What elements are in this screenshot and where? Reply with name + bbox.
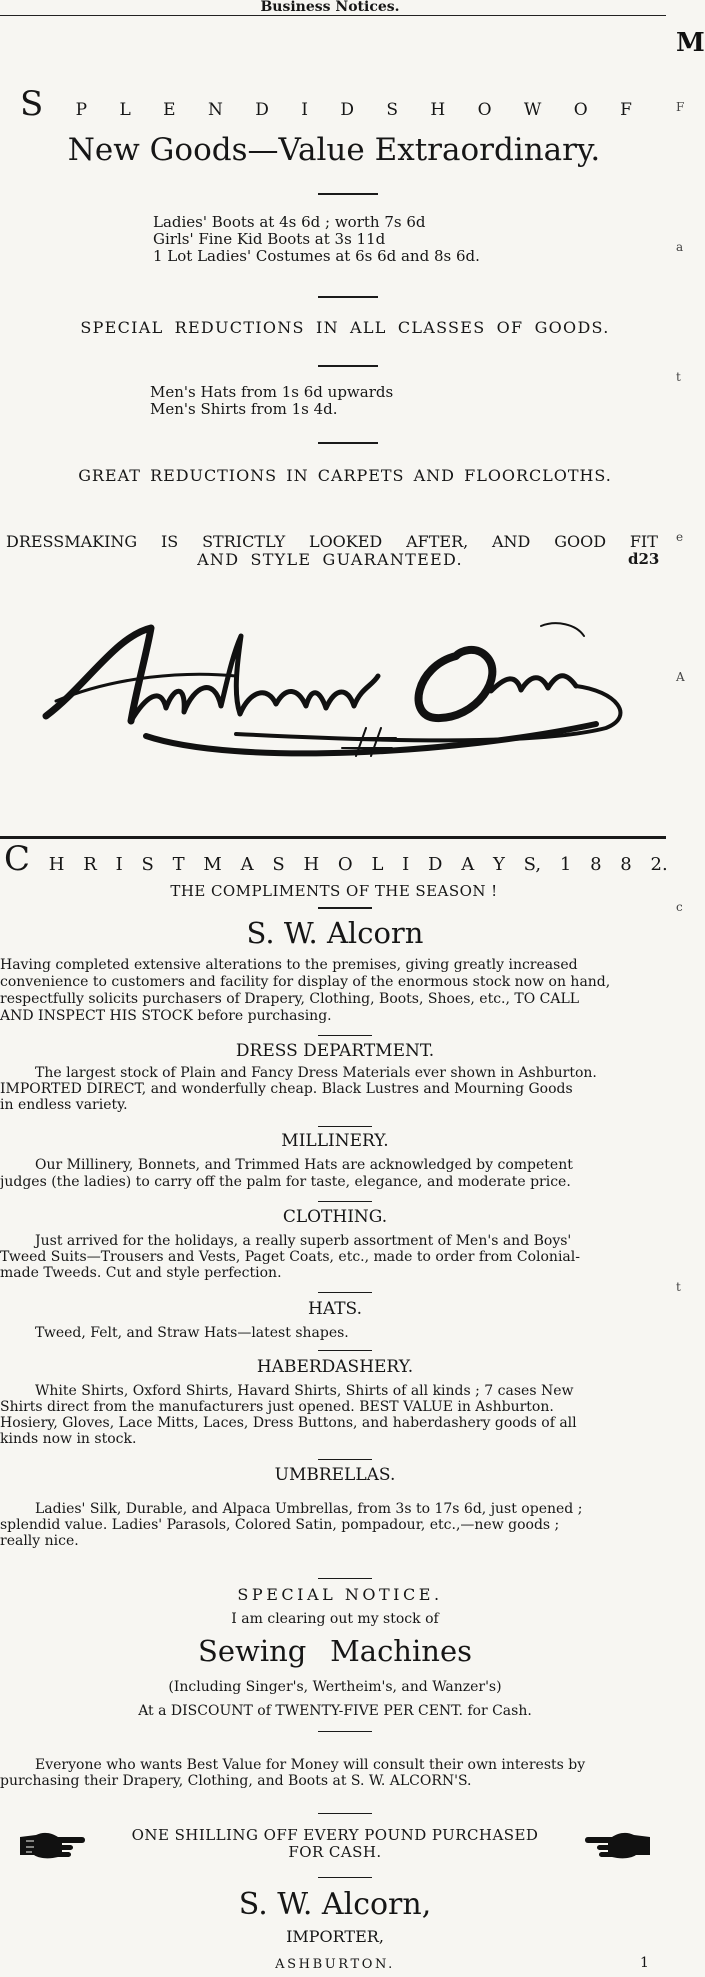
- body-line: Just arrived for the holidays, a really superb assortment of Men's and Boys': [35, 1233, 572, 1249]
- divider-rule: [318, 1350, 372, 1351]
- offer-line: ONE SHILLING OFF EVERY POUND PURCHASED: [131, 1826, 539, 1844]
- headline-letter: C: [4, 839, 31, 879]
- headline-letter: M: [203, 854, 222, 875]
- body-line: judges (the ladies) to carry off the palm for taste, elegance, and moderate price.: [0, 1174, 571, 1190]
- divider-rule: [318, 296, 378, 298]
- body-line: White Shirts, Oxford Shirts, Havard Shirts, Shirts of all kinds ; 7 cases New: [35, 1383, 574, 1399]
- body-line: Shirts direct from the manufacturers just opened. BEST VALUE in Ashburton.: [0, 1399, 554, 1415]
- footer-merchant-name: S. W. Alcorn,: [238, 1887, 432, 1922]
- divider-rule: [318, 1292, 372, 1293]
- special-notice-heading: SPECIAL NOTICE.: [237, 1585, 443, 1604]
- pointing-hand-right-icon: [18, 1827, 86, 1863]
- mens-price-list: [150, 384, 393, 418]
- headline-letter: E: [163, 100, 176, 120]
- headline-letter: W: [523, 100, 542, 120]
- body-line: Tweed Suits—Trousers and Vests, Paget Coats, etc., made to order from Colonial-: [0, 1249, 580, 1265]
- offer-line: FOR CASH.: [288, 1843, 382, 1861]
- carpets-line: GREAT REDUCTIONS IN CARPETS AND FLOORCLOTHS.: [78, 466, 612, 485]
- headline-letter: S: [272, 854, 285, 875]
- everyone-paragraph: [0, 1757, 668, 1789]
- headline-letter: H: [303, 854, 320, 875]
- headline-letter: 8: [590, 854, 602, 875]
- price-line: Men's Hats from 1s 6d upwards: [150, 383, 394, 401]
- section-heading: UMBRELLAS.: [274, 1465, 396, 1485]
- body-line: IMPORTED DIRECT, and wonderfully cheap. Black Lustres and Mourning Goods: [0, 1081, 573, 1097]
- including-line: (Including Singer's, Wertheim's, and Wanzer's): [168, 1679, 502, 1695]
- intro-line: Having completed extensive alterations to the premises, giving greatly increased: [0, 957, 578, 973]
- intro-line: respectfully solicits purchasers of Drapery, Clothing, Boots, Shoes, etc., TO CALL: [0, 991, 580, 1007]
- headline-letter: 8: [620, 854, 632, 875]
- dressmaking-word: AFTER,: [406, 532, 469, 551]
- divider-rule: [318, 193, 378, 195]
- headline-letter: D: [428, 854, 443, 875]
- price-line: Men's Shirts from 1s 4d.: [150, 400, 338, 418]
- shilling-offer: [80, 1827, 590, 1861]
- advertisement-separator: [0, 836, 666, 839]
- headline-letter: I: [301, 100, 308, 120]
- new-goods-subheadline: New Goods—Value Extraordinary.: [67, 132, 601, 168]
- headline-letter: R: [83, 854, 97, 875]
- headline-letter: O: [477, 100, 492, 120]
- sewing-machines-headline: Sewing Machines: [198, 1634, 472, 1668]
- dressmaking-line: [6, 532, 658, 551]
- divider-rule: [318, 365, 378, 367]
- section-heading: DRESS DEPARTMENT.: [235, 1041, 435, 1061]
- headline-letter: S,: [523, 854, 542, 875]
- divider-rule: [318, 1126, 372, 1127]
- dressmaking-word: LOOKED: [308, 532, 383, 551]
- headline-letter: S: [20, 84, 44, 124]
- christmas-holidays-headline: [4, 839, 668, 879]
- importer-line: IMPORTER,: [286, 1927, 384, 1946]
- header-rule: [0, 15, 666, 16]
- body-line: really nice.: [0, 1533, 79, 1549]
- headline-letter: H: [430, 100, 446, 120]
- headline-letter: P: [75, 100, 88, 120]
- section-heading: MILLINERY.: [281, 1131, 389, 1151]
- intro-paragraph: [0, 957, 668, 1025]
- edge-glyph: c: [676, 900, 683, 914]
- headline-letter: L: [371, 854, 384, 875]
- divider-rule: [318, 1813, 372, 1814]
- intro-line: AND INSPECT HIS STOCK before purchasing.: [0, 1008, 332, 1024]
- section-body: [0, 1157, 668, 1191]
- adjacent-column-edge: [668, 0, 705, 1977]
- page-number: 1: [640, 1955, 649, 1971]
- dressmaking-word: AND: [492, 532, 531, 551]
- ad-code: d23: [628, 550, 660, 568]
- headline-letter: D: [255, 100, 269, 120]
- andrew-orr-signature: [36, 616, 646, 766]
- edge-glyph: t: [676, 1280, 681, 1294]
- edge-glyph: A: [676, 670, 685, 684]
- headline-letter: A: [461, 854, 475, 875]
- body-line: Hosiery, Gloves, Lace Mitts, Laces, Dress Buttons, and haberdashery goods of all: [0, 1415, 577, 1431]
- body-line: purchasing their Drapery, Clothing, and Boots at S. W. ALCORN'S.: [0, 1773, 472, 1789]
- headline-letter: N: [207, 100, 223, 120]
- headline-letter: O: [337, 854, 353, 875]
- dressmaking-word: FIT: [629, 532, 658, 551]
- divider-rule: [318, 442, 378, 444]
- section-body: [0, 1065, 668, 1113]
- headline-letter: F: [620, 100, 632, 120]
- headline-letter: S: [386, 100, 398, 120]
- edge-glyph: e: [676, 530, 684, 544]
- orr-advertisement: [0, 18, 668, 840]
- edge-glyph: F: [676, 100, 685, 114]
- pointing-hand-left-icon: [584, 1827, 652, 1863]
- section-body: [0, 1501, 668, 1549]
- headline-letter: A: [240, 854, 254, 875]
- body-line: The largest stock of Plain and Fancy Dress Materials ever shown in Ashburton.: [35, 1065, 597, 1081]
- dressmaking-line-2: AND STYLE GUARANTEED.: [197, 550, 463, 569]
- divider-rule: [318, 907, 372, 909]
- dressmaking-word: DRESSMAKING: [6, 532, 138, 551]
- section-body: [0, 1325, 668, 1342]
- edge-glyph: t: [676, 370, 681, 384]
- headline-letter: L: [119, 100, 131, 120]
- clearing-line: I am clearing out my stock of: [231, 1611, 439, 1627]
- headline-letter: I: [115, 854, 123, 875]
- price-line: Ladies' Boots at 4s 6d ; worth 7s 6d: [153, 213, 426, 231]
- section-heading: HATS.: [308, 1299, 362, 1319]
- ashburton-line: ASHBURTON.: [275, 1957, 395, 1972]
- section-body: [0, 1383, 668, 1447]
- dressmaking-word: IS: [160, 532, 179, 551]
- body-line: in endless variety.: [0, 1097, 128, 1113]
- section-heading: HABERDASHERY.: [256, 1357, 414, 1377]
- body-line: made Tweeds. Cut and style perfection.: [0, 1265, 282, 1281]
- body-line: Everyone who wants Best Value for Money will consult their own interests by: [35, 1757, 586, 1773]
- headline-letter: S: [141, 854, 154, 875]
- intro-line: convenience to customers and facility for display of the enormous stock now on hand,: [0, 974, 611, 990]
- divider-rule: [318, 1459, 372, 1460]
- edge-glyph: M: [676, 28, 705, 58]
- headline-letter: H: [48, 854, 65, 875]
- dressmaking-word: STRICTLY: [202, 532, 286, 551]
- body-line: kinds now in stock.: [0, 1431, 137, 1447]
- discount-line: At a DISCOUNT of TWENTY-FIVE PER CENT. for Cash.: [138, 1703, 532, 1719]
- divider-rule: [318, 1731, 372, 1732]
- boots-price-list: [153, 214, 480, 265]
- body-line: Ladies' Silk, Durable, and Alpaca Umbrellas, from 3s to 17s 6d, just opened ;: [35, 1501, 583, 1517]
- divider-rule: [318, 1201, 372, 1202]
- body-line: splendid value. Ladies' Parasols, Colored Satin, pompadour, etc.,—new goods ;: [0, 1517, 560, 1533]
- headline-letter: T: [172, 854, 185, 875]
- headline-letter: O: [573, 100, 588, 120]
- body-line: Our Millinery, Bonnets, and Trimmed Hats are acknowledged by competent: [35, 1157, 573, 1173]
- section-heading: CLOTHING.: [282, 1207, 388, 1227]
- divider-rule: [318, 1035, 372, 1036]
- headline-letter: I: [402, 854, 410, 875]
- divider-rule: [318, 1877, 372, 1878]
- headline-letter: Y: [493, 854, 505, 875]
- headline-letter: 1: [559, 854, 572, 875]
- special-reductions-line: SPECIAL REDUCTIONS IN ALL CLASSES OF GOODS.: [80, 318, 610, 337]
- compliments-line: THE COMPLIMENTS OF THE SEASON !: [170, 882, 498, 900]
- merchant-name: S. W. Alcorn: [246, 916, 424, 950]
- section-header: Business Notices.: [260, 0, 400, 15]
- divider-rule: [318, 1578, 372, 1579]
- edge-glyph: a: [676, 240, 684, 254]
- splendid-show-headline: [20, 84, 632, 124]
- headline-letter: D: [340, 100, 354, 120]
- dressmaking-word: GOOD: [554, 532, 607, 551]
- alcorn-advertisement: [0, 839, 668, 1977]
- price-line: Girls' Fine Kid Boots at 3s 11d: [153, 230, 386, 248]
- headline-letter: 2.: [650, 854, 668, 875]
- section-body: [0, 1233, 668, 1281]
- price-line: 1 Lot Ladies' Costumes at 6s 6d and 8s 6d.: [153, 247, 480, 265]
- body-line: Tweed, Felt, and Straw Hats—latest shapes.: [35, 1325, 349, 1341]
